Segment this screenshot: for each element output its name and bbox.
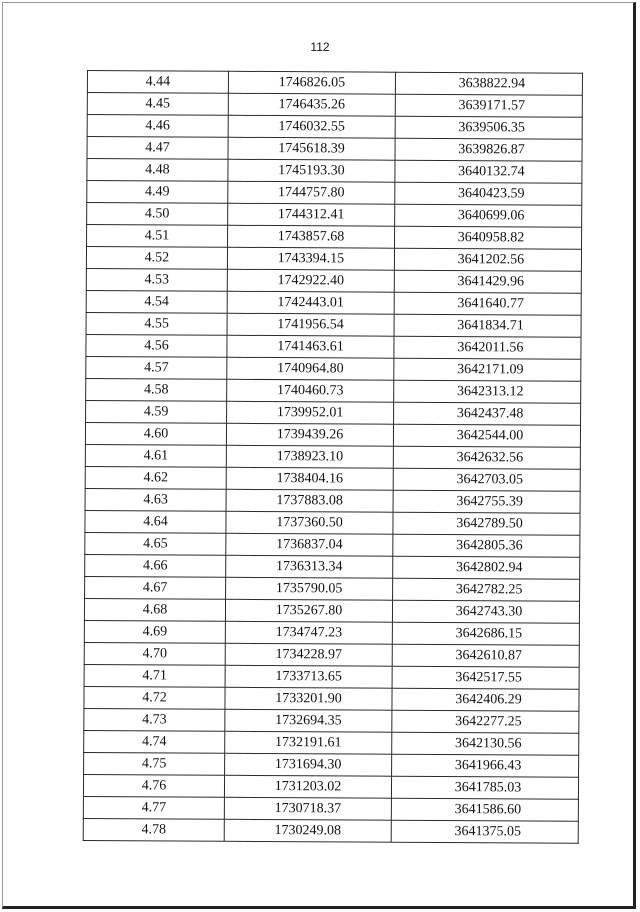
page-number: 112: [310, 40, 330, 54]
row-index-cell: 4.63: [85, 488, 226, 511]
easting-cell: 1740460.73: [227, 379, 394, 402]
table-row: [86, 268, 581, 293]
table-row: [83, 774, 578, 799]
northing-cell: 3639171.57: [395, 94, 582, 117]
easting-cell: 1734228.97: [225, 643, 392, 666]
northing-cell: 3642805.36: [393, 534, 580, 557]
northing-cell: 3640699.06: [395, 204, 582, 227]
northing-cell: 3641429.96: [394, 270, 581, 293]
easting-cell: 1743857.68: [228, 225, 395, 248]
row-index-cell: 4.59: [86, 400, 227, 423]
northing-cell: 3640132.74: [395, 160, 582, 183]
easting-cell: 1735790.05: [226, 577, 393, 600]
easting-cell: 1737883.08: [226, 489, 393, 512]
table-row: [84, 708, 579, 733]
table-row: [87, 203, 582, 228]
northing-cell: 3639826.87: [395, 138, 582, 161]
easting-cell: 1731694.30: [225, 753, 392, 776]
table-row: [85, 466, 580, 491]
northing-cell: 3642789.50: [393, 512, 580, 535]
northing-cell: 3642171.09: [394, 358, 581, 381]
table-row: [87, 137, 582, 162]
easting-cell: 1737360.50: [226, 511, 393, 534]
row-index-cell: 4.70: [84, 642, 225, 665]
easting-cell: 1735267.80: [225, 599, 392, 622]
table-row: [84, 686, 579, 711]
row-index-cell: 4.77: [83, 796, 224, 819]
row-index-cell: 4.69: [84, 620, 225, 643]
table-row: [87, 225, 582, 250]
northing-cell: 3642755.39: [393, 490, 580, 513]
table-row: [87, 71, 582, 96]
row-index-cell: 4.52: [86, 247, 227, 270]
northing-cell: 3642743.30: [392, 600, 579, 623]
row-index-cell: 4.57: [86, 356, 227, 379]
row-index-cell: 4.48: [87, 159, 228, 182]
table-row: [86, 356, 581, 381]
easting-cell: 1738923.10: [226, 445, 393, 468]
northing-cell: 3642011.56: [394, 336, 581, 359]
row-index-cell: 4.67: [85, 576, 226, 599]
northing-cell: 3641785.03: [391, 776, 578, 799]
row-index-cell: 4.72: [84, 686, 225, 709]
northing-cell: 3642517.55: [392, 666, 579, 689]
row-index-cell: 4.71: [84, 664, 225, 687]
table-row: [84, 598, 579, 623]
easting-cell: 1732694.35: [225, 709, 392, 732]
easting-cell: 1730249.08: [224, 819, 391, 842]
table-row: [84, 642, 579, 667]
easting-cell: 1746435.26: [228, 93, 395, 116]
northing-cell: 3641834.71: [394, 314, 581, 337]
easting-cell: 1732191.61: [225, 731, 392, 754]
northing-cell: 3642782.25: [393, 578, 580, 601]
table-row: [85, 444, 580, 469]
northing-cell: 3642277.25: [392, 710, 579, 733]
row-index-cell: 4.65: [85, 532, 226, 555]
row-index-cell: 4.73: [84, 708, 225, 731]
northing-cell: 3642703.05: [393, 468, 580, 491]
northing-cell: 3640423.59: [395, 182, 582, 205]
row-index-cell: 4.74: [84, 730, 225, 753]
table-row: [85, 554, 580, 579]
table-row: [86, 247, 581, 272]
northing-cell: 3639506.35: [395, 116, 582, 139]
easting-cell: 1731203.02: [224, 775, 391, 798]
easting-cell: 1744757.80: [228, 181, 395, 204]
easting-cell: 1733713.65: [225, 665, 392, 688]
table-row: [86, 334, 581, 359]
northing-cell: 3642686.15: [392, 622, 579, 645]
easting-cell: 1741956.54: [227, 313, 394, 336]
row-index-cell: 4.68: [84, 598, 225, 621]
row-index-cell: 4.49: [87, 181, 228, 204]
northing-cell: 3642313.12: [394, 380, 581, 403]
row-index-cell: 4.47: [87, 137, 228, 160]
northing-cell: 3642610.87: [392, 644, 579, 667]
row-index-cell: 4.78: [83, 818, 224, 841]
northing-cell: 3642130.56: [392, 732, 579, 755]
easting-cell: 1741463.61: [227, 335, 394, 358]
row-index-cell: 4.54: [86, 290, 227, 313]
easting-cell: 1743394.15: [227, 247, 394, 270]
northing-cell: 3640958.82: [395, 226, 582, 249]
easting-cell: 1742922.40: [227, 269, 394, 292]
northing-cell: 3641586.60: [391, 798, 578, 821]
northing-cell: 3642632.56: [393, 446, 580, 469]
row-index-cell: 4.44: [87, 71, 228, 94]
row-index-cell: 4.60: [85, 422, 226, 445]
row-index-cell: 4.76: [83, 774, 224, 797]
easting-cell: 1746032.55: [228, 115, 395, 138]
easting-cell: 1736313.34: [226, 555, 393, 578]
row-index-cell: 4.64: [85, 510, 226, 533]
row-index-cell: 4.61: [85, 444, 226, 467]
easting-cell: 1742443.01: [227, 291, 394, 314]
table-row: [83, 796, 578, 821]
table-row: [86, 378, 581, 403]
easting-cell: 1744312.41: [228, 203, 395, 226]
row-index-cell: 4.50: [87, 203, 228, 226]
row-index-cell: 4.46: [87, 115, 228, 138]
northing-cell: 3641202.56: [394, 248, 581, 271]
northing-cell: 3641375.05: [391, 820, 578, 843]
table-row: [85, 532, 580, 557]
row-index-cell: 4.55: [86, 312, 227, 335]
easting-cell: 1740964.80: [227, 357, 394, 380]
northing-cell: 3638822.94: [395, 72, 582, 95]
easting-cell: 1738404.16: [226, 467, 393, 490]
table-row: [86, 312, 581, 337]
table-row: [84, 730, 579, 755]
table-row: [87, 115, 582, 140]
table-row: [83, 818, 578, 843]
easting-cell: 1739952.01: [227, 401, 394, 424]
row-index-cell: 4.66: [85, 554, 226, 577]
table-row: [86, 290, 581, 315]
northing-cell: 3642437.48: [394, 402, 581, 425]
northing-cell: 3641966.43: [392, 754, 579, 777]
table-row: [87, 159, 582, 184]
row-index-cell: 4.56: [86, 334, 227, 357]
table-row: [86, 400, 581, 425]
easting-cell: 1745193.30: [228, 159, 395, 182]
table-row: [87, 181, 582, 206]
table-row: [84, 620, 579, 645]
row-index-cell: 4.75: [84, 752, 225, 775]
table-row: [85, 422, 580, 447]
table-row: [84, 664, 579, 689]
row-index-cell: 4.51: [87, 225, 228, 248]
row-index-cell: 4.45: [87, 93, 228, 116]
easting-cell: 1745618.39: [228, 137, 395, 160]
table-row: [87, 93, 582, 118]
row-index-cell: 4.62: [85, 466, 226, 489]
table-row: [85, 510, 580, 535]
northing-cell: 3642802.94: [393, 556, 580, 579]
row-index-cell: 4.58: [86, 378, 227, 401]
northing-cell: 3642406.29: [392, 688, 579, 711]
table-row: [84, 752, 579, 777]
easting-cell: 1734747.23: [225, 621, 392, 644]
table-row: [85, 488, 580, 513]
table-row: [85, 576, 580, 601]
easting-cell: 1733201.90: [225, 687, 392, 710]
table-body: [83, 71, 582, 844]
northing-cell: 3642544.00: [393, 424, 580, 447]
row-index-cell: 4.53: [86, 268, 227, 291]
easting-cell: 1730718.37: [224, 797, 391, 820]
easting-cell: 1746826.05: [228, 71, 395, 94]
easting-cell: 1736837.04: [226, 533, 393, 556]
coordinate-table: [83, 70, 583, 844]
easting-cell: 1739439.26: [226, 423, 393, 446]
northing-cell: 3641640.77: [394, 292, 581, 315]
